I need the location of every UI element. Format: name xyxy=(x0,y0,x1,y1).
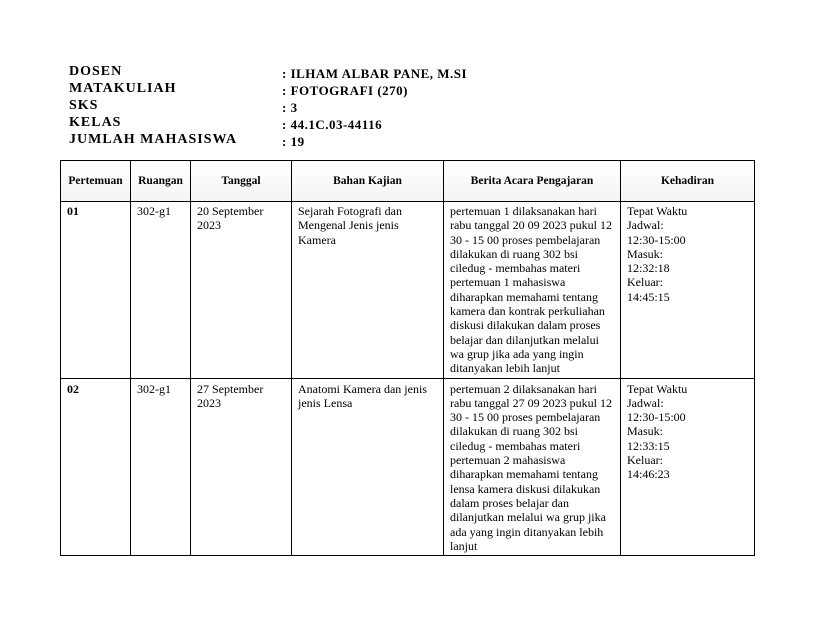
kelas-label: KELAS xyxy=(69,115,122,130)
attendance-table xyxy=(60,160,755,556)
berita-acara-cell: pertemuan 2 dilaksanakan hari rabu tanggal 27 09 2023 pukul 12 30 - 15 00 proses pembelajaran dilakukan di ruang 302 bsi ciledug - membahas materi pertemuan 2 mahasiswa diharapkan memahami tentang lensa kamera diskusi dilakukan dalam proses belajar dan dilanjutkan melalui wa grup jika ada yang ingin ditanyakan lebih lanjut xyxy=(444,378,621,556)
keluar-label: Keluar: xyxy=(627,453,663,468)
keluar-value: 14:46:23 xyxy=(627,467,670,482)
ruangan-cell: 302-g1 xyxy=(131,202,191,379)
kehadiran-status: Tepat Waktu xyxy=(627,381,688,396)
column-header-pertemuan: Pertemuan xyxy=(61,161,131,202)
dosen-value: : ILHAM ALBAR PANE, M.SI xyxy=(282,66,468,81)
table-header-row xyxy=(61,161,755,202)
masuk-label: Masuk: xyxy=(627,424,663,439)
column-header-berita-acara: Berita Acara Pengajaran xyxy=(444,161,621,202)
keluar-label: Keluar: xyxy=(627,275,663,290)
kehadiran-status: Tepat Waktu xyxy=(627,204,688,218)
matakuliah-label: MATAKULIAH xyxy=(69,81,177,96)
jadwal-value: 12:30-15:00 xyxy=(627,410,686,425)
column-header-tanggal: Tanggal xyxy=(191,161,292,202)
dosen-label: DOSEN xyxy=(69,64,123,79)
kehadiran-cell xyxy=(621,378,755,556)
matakuliah-value: : FOTOGRAFI (270) xyxy=(282,83,408,98)
pertemuan-cell: 02 xyxy=(61,378,131,556)
jumlah-label: JUMLAH MAHASISWA xyxy=(69,132,238,147)
masuk-label: Masuk: xyxy=(627,246,663,261)
column-header-kehadiran: Kehadiran xyxy=(621,161,755,202)
masuk-value: 12:32:18 xyxy=(627,261,670,276)
kelas-value: : 44.1C.03-44116 xyxy=(282,117,383,132)
sks-label: SKS xyxy=(69,98,99,113)
jadwal-label: Jadwal: xyxy=(627,395,664,410)
sks-value: : 3 xyxy=(282,100,298,115)
bahan-kajian-cell: Sejarah Fotografi dan Mengenal Jenis jenis Kamera xyxy=(292,202,444,379)
column-header-ruangan: Ruangan xyxy=(131,161,191,202)
ruangan-cell: 302-g1 xyxy=(131,378,191,556)
pertemuan-cell: 01 xyxy=(61,202,131,379)
tanggal-cell: 20 September 2023 xyxy=(191,202,292,379)
jumlah-value: : 19 xyxy=(282,134,305,149)
jadwal-value: 12:30-15:00 xyxy=(627,232,686,247)
tanggal-cell: 27 September 2023 xyxy=(191,378,292,556)
keluar-value: 14:45:15 xyxy=(627,289,670,304)
column-header-bahan-kajian: Bahan Kajian xyxy=(292,161,444,202)
table-row xyxy=(61,378,755,556)
jadwal-label: Jadwal: xyxy=(627,218,664,233)
table-row xyxy=(61,202,755,379)
kehadiran-cell xyxy=(621,202,755,379)
berita-acara-cell: pertemuan 1 dilaksanakan hari rabu tanggal 20 09 2023 pukul 12 30 - 15 00 proses pembelajaran dilakukan di ruang 302 bsi ciledug - membahas materi pertemuan 1 mahasiswa diharapkan memahami tentang kamera dan kontrak perkuliahan diskusi dilakukan dalam proses belajar dan dilanjutkan melalui wa grup jika ada yang ingin ditanyakan lebih lanjut xyxy=(444,202,621,379)
masuk-value: 12:33:15 xyxy=(627,438,670,453)
bahan-kajian-cell: Anatomi Kamera dan jenis jenis Lensa xyxy=(292,378,444,556)
